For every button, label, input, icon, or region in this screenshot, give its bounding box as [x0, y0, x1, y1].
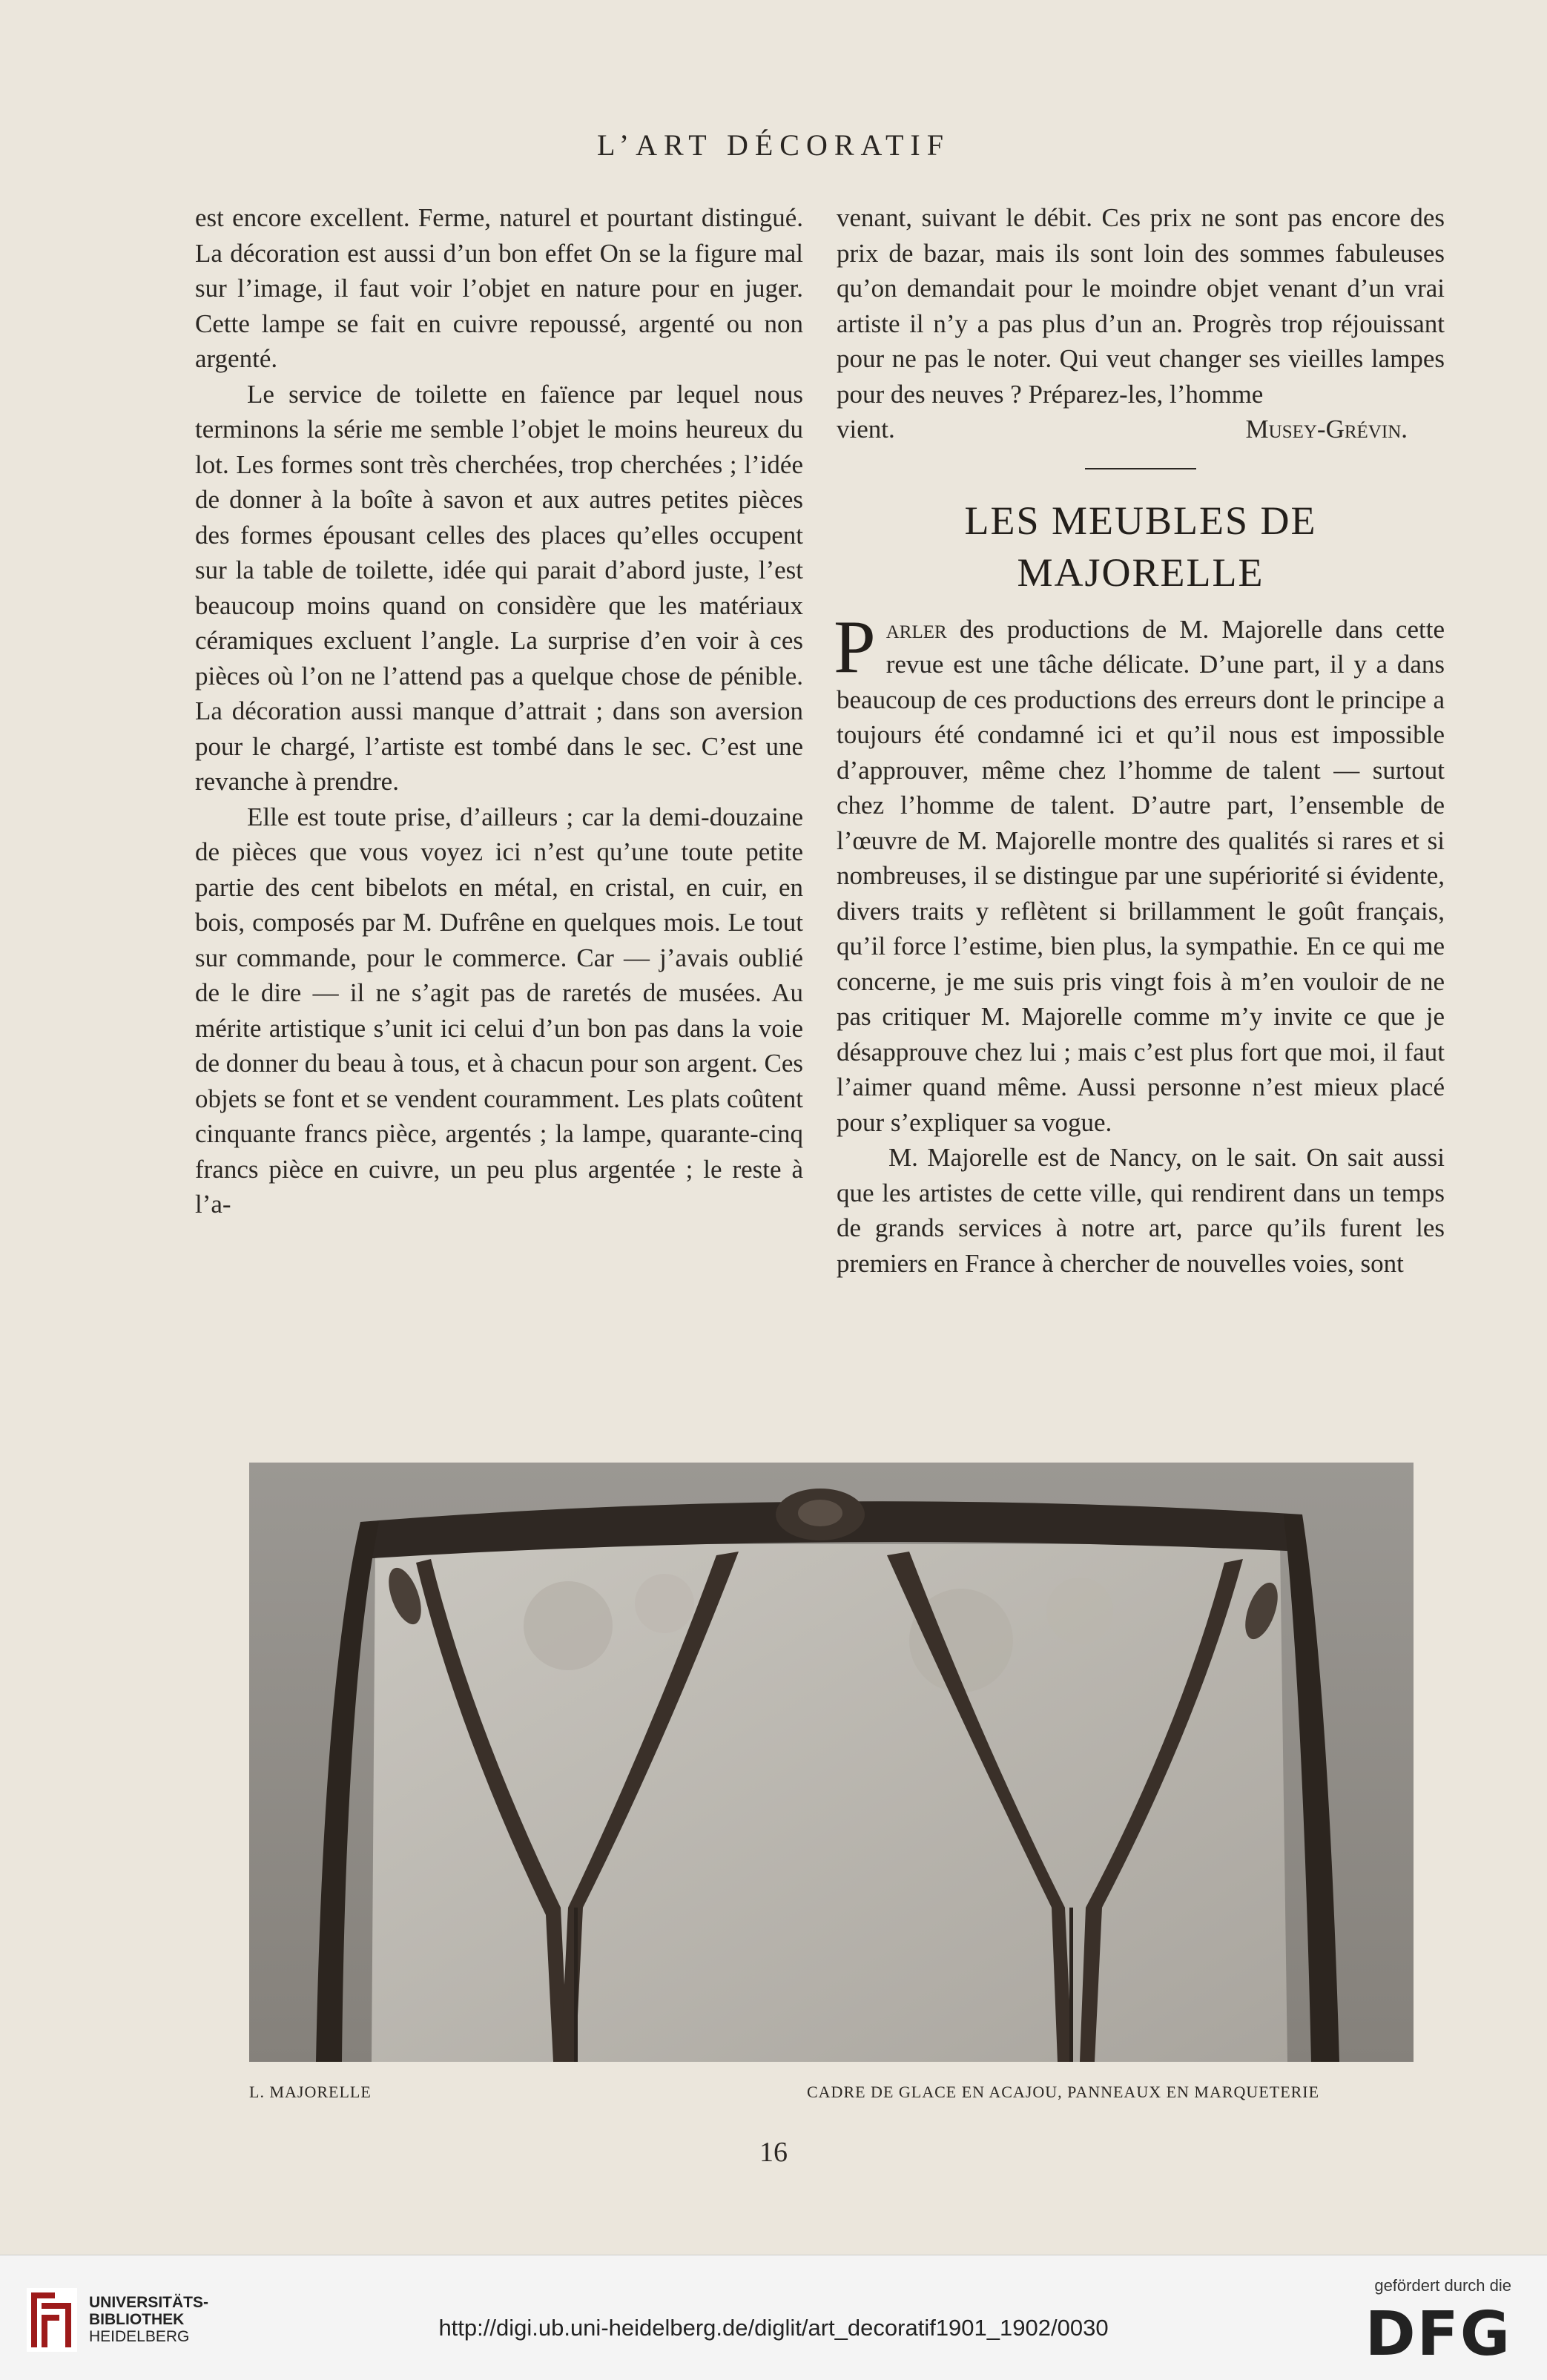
- paragraph: venant, suivant le débit. Ces prix ne sont pas encore des prix de bazar, mais ils sont loin des sommes fabuleuses qu’on demandait pour le moindre objet venant d’un vrai artiste il n’y a pas plus d’un an. Progrès trop réjouissant pour ne pas le noter. Qui veut changer ses vieilles lampes pour des neuves ? Préparez-les, l’homme: [837, 203, 1445, 409]
- signature-word: vient.: [837, 415, 895, 444]
- permalink-url[interactable]: http://digi.ub.uni-heidelberg.de/diglit/art_decoratif1901_1902/0030: [438, 2315, 1109, 2341]
- author-name: Musey-Grévin.: [1245, 415, 1408, 444]
- signature-line: [837, 412, 1445, 447]
- funding-note: gefördert durch die: [1374, 2276, 1511, 2295]
- paragraph-text: des productions de M. Majorelle dans cette revue est une tâche délicate. D’une part, il y a dans beaucoup de ces productions des erreurs dont le principe a toujours été condamné ici et qu’il nous est impossible d’approuver, même chez l’homme de talent — surtout chez l’homme de talent. D’autre part, l’ensemble de l’œuvre de M. Majorelle montre des qualités si rares et si nombreuses, il se distingue par une supériorité si évidente, divers traits y reflètent si brillamment le goût français, qu’il force l’estime, bien plus, la sympathie. En ce qui me concerne, je me suis pris vingt fois à m’en vouloir de ne pas critiquer M. Majorelle comme m’y invite ce que je désapprouve chez lui ; mais c’est plus fort que moi, il faut l’aimer quand même. Aussi personne n’est mieux placé pour s’expliquer sa vogue.: [837, 614, 1445, 1137]
- paragraph: M. Majorelle est de Nancy, on le sait. On sait aussi que les artistes de cette ville, qui rendirent dans un temps de grands services à notre art, parce qu’ils furent les premiers en France à chercher de nouvelles voies, sont: [837, 1143, 1445, 1278]
- section-title: LES MEUBLES DE MAJORELLE: [964, 498, 1317, 595]
- figure-caption-title: CADRE DE GLACE EN ACAJOU, PANNEAUX EN MARQUETERIE: [807, 2083, 1320, 2101]
- mirror-frame-photograph: [249, 1463, 1414, 2062]
- dfg-logo: DFG: [1365, 2299, 1511, 2370]
- figure-caption-artist: L. MAJORELLE: [249, 2083, 372, 2101]
- drop-cap: P: [834, 604, 876, 689]
- viewer-footer: [0, 2255, 1547, 2380]
- page-number: 16: [759, 2137, 788, 2168]
- left-column: [195, 200, 803, 1222]
- paragraph: Le service de toilette en faïence par lequel nous terminons la série me semble l’objet le moins heureux du lot. Les formes sont très cherchées, trop cherchées ; l’idée de donner à la boîte à savon et aux autres petites pièces des formes épousant celles des places qu’elles occupent sur la table de toilette, idée qui parait d’abord juste, l’est beaucoup moins quand on considère que les matériaux céramiques excluent l’angle. La surprise d’en voir à ces pièces où l’on ne l’attend pas a quelque chose de pénible. La décoration aussi manque d’attrait ; dans son aversion pour le chargé, l’artiste est tombé dans le sec. C’est une revanche à prendre.: [195, 379, 803, 796]
- library-name: UNIVERSITÄTS- BIBLIOTHEK HEIDELBERG: [89, 2294, 209, 2345]
- first-word: arler: [885, 614, 947, 644]
- paragraph: Elle est toute prise, d’ailleurs ; car la demi-douzaine de pièces que vous voyez ici n’est qu’une toute petite partie des cent bibelots en métal, en cristal, en cuir, en bois, composés par M. Dufrêne en quelques mois. Le tout sur commande, pour le commerce. Car — j’avais oublié de le dire — il ne s’agit pas de raretés de musées. Au mérite artistique s’unit ici celui d’un bon pas dans la voie de donner du beau à tous, et à chacun pour son argent. Ces objets se font et se vendent couramment. Les plats coûtent cinquante francs pièce, argentés ; la lampe, quarante-cinq francs pièce en cuivre, un peu plus argentée ; le reste à l’a-: [195, 802, 803, 1219]
- right-column: [834, 200, 1445, 1281]
- paragraph: [834, 604, 1445, 1141]
- running-title: L’ART DÉCORATIF: [597, 128, 950, 162]
- paragraph: est encore excellent. Ferme, naturel et pourtant distingué. La décoration est aussi d’un bon effet On se la figure mal sur l’image, il faut voir l’objet en nature pour en juger. Cette lampe se fait en cuivre repoussé, argenté ou non argenté.: [195, 203, 803, 373]
- section-divider: [1085, 468, 1196, 469]
